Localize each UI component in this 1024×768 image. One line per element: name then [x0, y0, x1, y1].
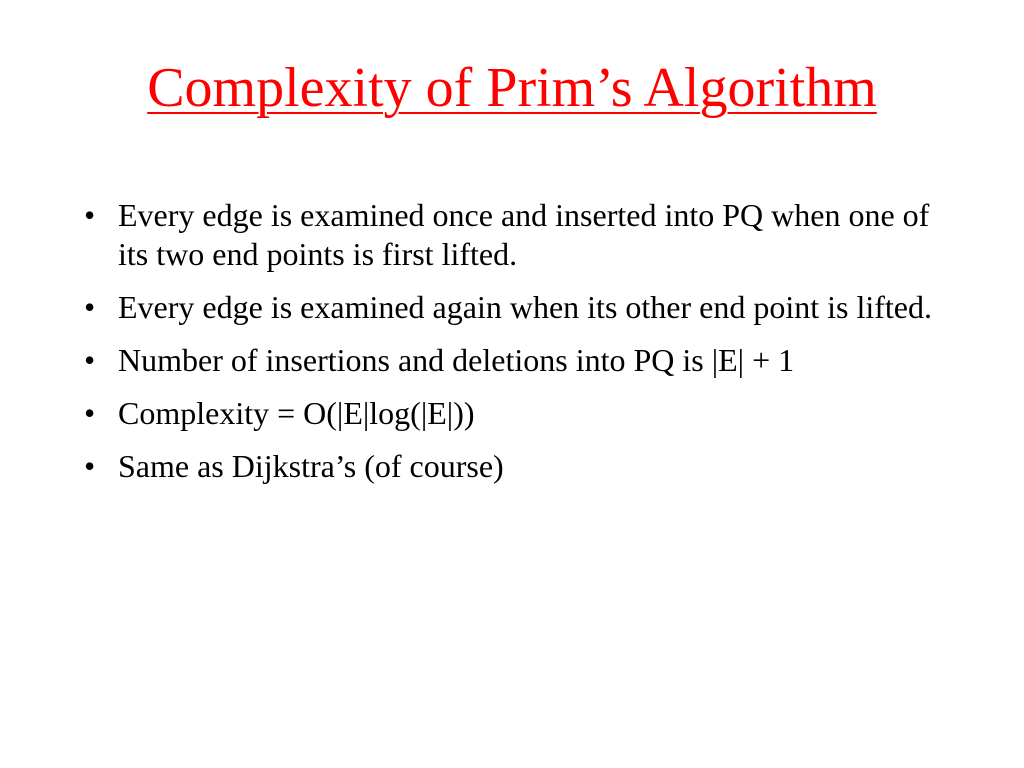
- bullet-item: [82, 341, 962, 380]
- bullet-text: Every edge is examined once and inserted into PQ when one of its two end points is first lifted.: [118, 197, 930, 273]
- bullet-text: Same as Dijkstra’s (of course): [118, 448, 504, 485]
- bullet-list: [82, 196, 962, 500]
- bullet-marker: •: [84, 342, 96, 379]
- bullet-marker: •: [84, 395, 96, 432]
- bullet-marker: •: [84, 289, 96, 326]
- bullet-item: [82, 394, 962, 433]
- bullet-item: [82, 447, 962, 486]
- bullet-text: Number of insertions and deletions into PQ is |E| + 1: [118, 342, 795, 379]
- slide-title: Complexity of Prim’s Algorithm: [147, 57, 877, 119]
- bullet-item: [82, 288, 962, 327]
- bullet-item: [82, 196, 962, 274]
- bullet-marker: •: [84, 197, 96, 233]
- bullet-text: Every edge is examined again when its other end point is lifted.: [118, 289, 932, 326]
- bullet-text: Complexity = O(|E|log(|E|)): [118, 395, 475, 432]
- bullet-marker: •: [84, 448, 96, 485]
